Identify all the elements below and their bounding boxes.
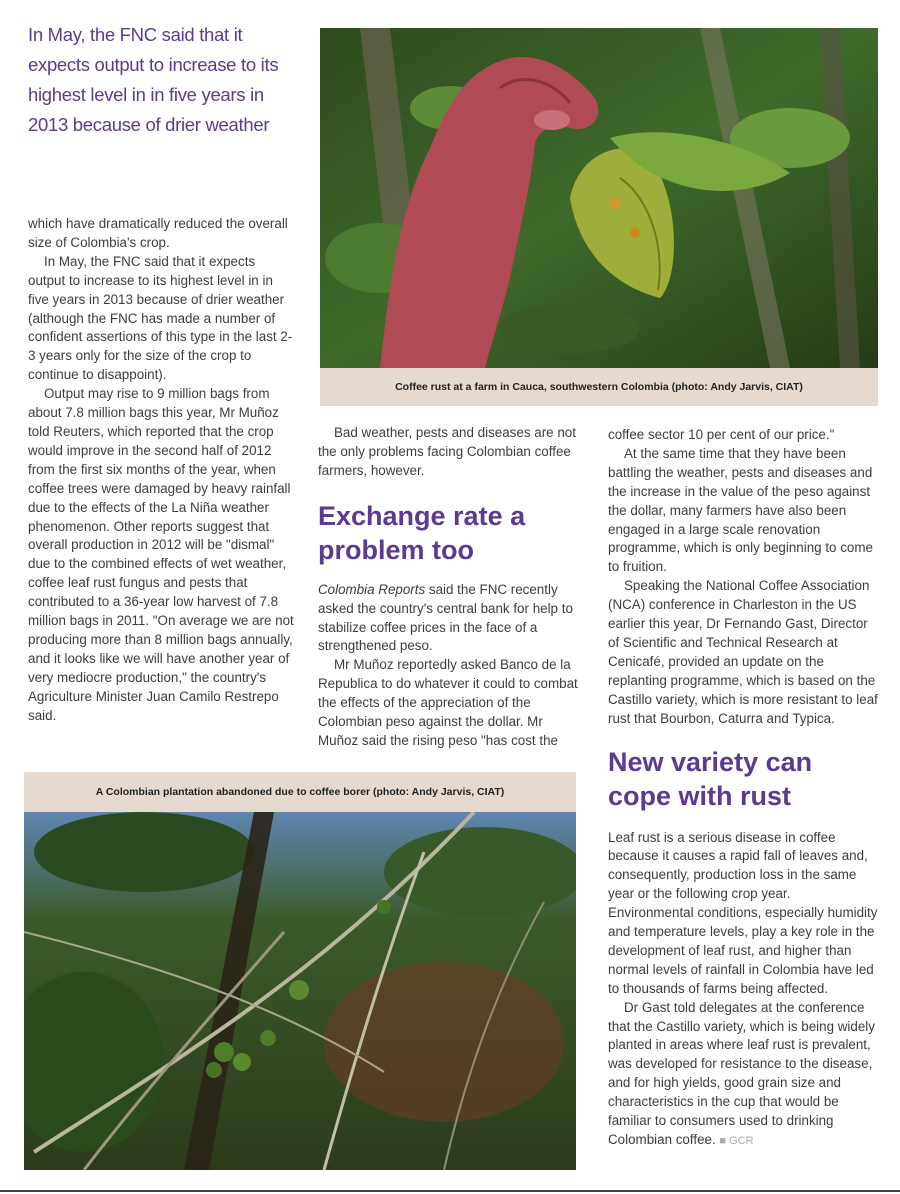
col3-paragraph-3: Speaking the National Coffee Association (NCA) conference in Charleston in the US earlier this year, Dr Fernando Gast, Director of Scientific and Technical Research at Cenicafé, provided an update on the replanting programme, which is based on the Castillo variety, which is more resistant to leaf rust that Bourbon, Caturra and Typica. xyxy=(608,578,878,726)
col3-paragraph-1: coffee sector 10 per cent of our price." xyxy=(608,427,835,442)
column-3 xyxy=(608,426,878,1151)
colombia-reports-source: Colombia Reports xyxy=(318,581,426,597)
end-mark: ■ GCR xyxy=(719,1135,754,1147)
col3-paragraph-2: At the same time that they have been battling the weather, pests and diseases and the increase in the value of the peso against the dollar, many farmers have also been engaged in a large scale renovation programme, which is only beginning to come to fruition. xyxy=(608,445,873,575)
coffee-rust-photo xyxy=(320,28,878,368)
col1-paragraph-3: Output may rise to 9 million bags from about 7.8 million bags this year, Mr Muñoz told Reuters, which reported that the crop would improve in the second half of 2012 from the first six months of the year, when coffee trees were damaged by heavy rainfall due to the effects of the La Niña weather phenomenon. Other reports suggest that overall production in 2012 will be "dismal" due to the combined effects of wet weather, coffee leaf rust fungus and pests that contributed to a 36-year low harvest of 7.8 million bags in 2011. "On average we are not producing more than 8 million bags annually, and it looks like we will have another year of very mediocre production," the country's Agriculture Minister Juan Camilo Restrepo said. xyxy=(28,386,294,723)
pull-quote: In May, the FNC said that it expects output to increase to its highest level in in five years in 2013 because of drier weather xyxy=(28,24,279,135)
plantation-photo xyxy=(24,812,576,1170)
col1-paragraph-1: which have dramatically reduced the overall size of Colombia's crop. xyxy=(28,216,288,250)
col3-paragraph-5-text: Dr Gast told delegates at the conference that the Castillo variety, which is being widely planted in areas where leaf rust is prevalent, was developed for resistance to the disease, and for high yields, good grain size and characteristics in the cup that would be familiar to consumers used to drinking Colombian coffee. xyxy=(608,999,875,1147)
exchange-rate-heading: Exchange rate a problem too xyxy=(318,500,526,565)
col2-paragraph-3: Mr Muñoz reportedly asked Banco de la Republica to do whatever it could to combat the effects of the appreciation of the Colombian peso against the dollar. Mr Muñoz said the rising peso "has cost the xyxy=(318,657,578,748)
column-2 xyxy=(318,424,578,751)
col1-paragraph-2: In May, the FNC said that it expects output to increase to its highest level in in five years in 2013 because of drier weather (although the FNC has made a number of confident assertions of this type in the last 2-3 years only for the size of the crop to continue to disappoint). xyxy=(28,253,293,383)
new-variety-heading: New variety can cope with rust xyxy=(608,746,813,811)
col3-paragraph-4: Leaf rust is a serious disease in coffee because it causes a rapid fall of leaves and, consequently, production loss in the same year or the following crop year. Environmental conditions, especially humidity and temperature levels, play a key role in the development of leaf rust, and higher than normal levels of rainfall in Colombia have led to thousands of farms being affected. xyxy=(608,829,878,996)
coffee-rust-image xyxy=(320,28,878,368)
plantation-image xyxy=(24,812,576,1170)
col2-paragraph-2-text: said the FNC recently asked the country's central bank for help to stabilize coffee prices in the face of a strengthened peso. xyxy=(318,581,573,654)
col2-paragraph-2 xyxy=(318,581,578,657)
plantation-caption: A Colombian plantation abandoned due to coffee borer (photo: Andy Jarvis, CIAT) xyxy=(24,772,576,812)
col3-paragraph-5 xyxy=(608,999,878,1151)
col2-paragraph-1: Bad weather, pests and diseases are not the only problems facing Colombian coffee farmers, however. xyxy=(318,425,576,478)
column-1 xyxy=(28,215,296,725)
coffee-rust-caption: Coffee rust at a farm in Cauca, southwestern Colombia (photo: Andy Jarvis, CIAT) xyxy=(320,368,878,406)
footer-rule xyxy=(0,1190,900,1192)
